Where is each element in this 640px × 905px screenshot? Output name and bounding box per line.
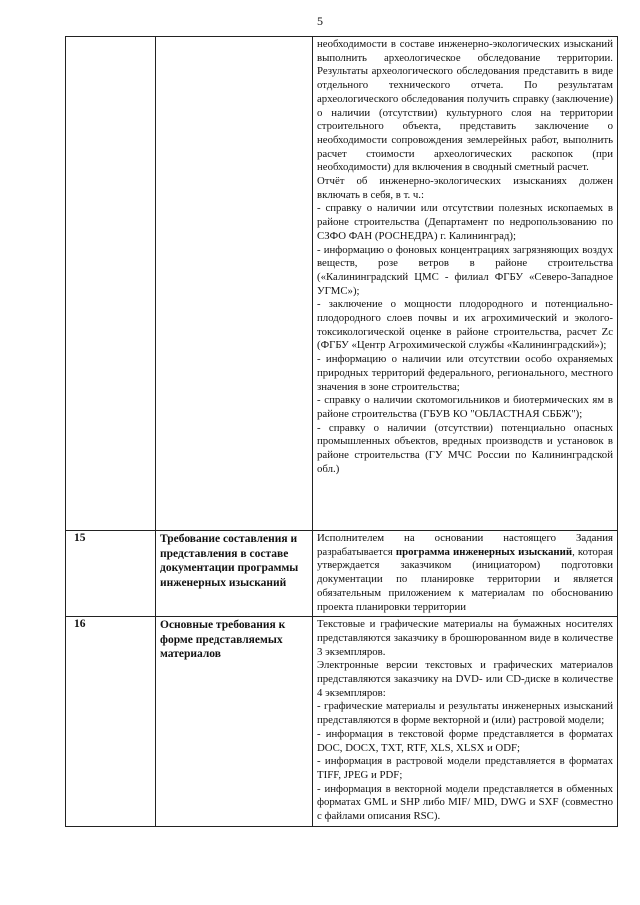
row-number: 15 xyxy=(66,531,156,617)
page-number: 5 xyxy=(317,14,323,28)
list-item: - справку о наличии (отсутствии) потенциально опасных промышленных объектов, вредных производств и установок в районе строительства (ГУ МЧС России по Калининградской обл.) xyxy=(317,421,613,475)
number-cell xyxy=(66,37,156,531)
list-item: - информация в текстовой форме представляется в форматах DOC, DOCX, TXT, RTF, XLS, XLSX и ODF; xyxy=(317,727,613,754)
paragraph: необходимости в составе инженерно-экологических изысканий выполнить археологическое обследование территории. Результаты археологического обследования представить в виде отдельного технического отчета. По результатам археологического обследования получить справку (заключение) о наличии (отсутствии) культурного слоя на территории строительного объекта, представить заключение о необходимости сопровождения землерейных работ, выполнить расчет стоимости археологических раскопок (при необходимости) для включения в сводный сметный расчет. xyxy=(317,38,613,174)
table-row xyxy=(66,617,618,827)
bold-phrase: программа инженерных изысканий xyxy=(395,545,573,558)
row-number: 16 xyxy=(66,617,156,827)
table-row xyxy=(66,37,618,531)
list-item: - информация в векторной модели представляется в обменных форматах GML и SHP либо MIF/ MID, DWG и SXF (совместно с файлами описания RSC). xyxy=(317,782,613,823)
requirement-title: Основные требования к форме представляемых материалов xyxy=(156,617,313,827)
list-item: - графические материалы и результаты инженерных изысканий представляются в форме векторной и (или) растровой модели; xyxy=(317,700,613,727)
list-item: - заключение о мощности плодородного и потенциально-плодородного слоев почвы и их агрохимический и эколого-токсикологической оценке в районе строительства, расчет Zc (ФГБУ «Центр Агрохимической службы «Калининградский»); xyxy=(317,298,613,352)
content-cell xyxy=(313,617,618,827)
table-row xyxy=(66,531,618,617)
paragraph: Текстовые и графические материалы на бумажных носителях представляются заказчику в брошюрованном виде в количестве 3 экземпляров. xyxy=(317,618,613,658)
list-item: - справку о наличии или отсутствии полезных ископаемых в районе строительства (Департамент по недропользованию по СЗФО ФАН (РОСНЕДРА) г. Калининград); xyxy=(317,202,613,242)
list-item: - информацию о наличии или отсутствии особо охраняемых природных территорий федерального, регионального, местного значения в зоне строительства; xyxy=(317,353,613,393)
list-item: - информация в растровой модели представляется в форматах TIFF, JPEG и PDF; xyxy=(317,755,613,781)
content-cell xyxy=(313,37,618,531)
content-cell xyxy=(313,531,618,617)
paragraph: Электронные версии текстовых и графических материалов представляются заказчику на DVD- или CD-диске в количестве 4 экземпляров: xyxy=(317,659,613,699)
requirements-table xyxy=(65,36,618,827)
requirement-title: Требование составления и представления в составе документации программы инженерных изысканий xyxy=(156,531,313,617)
paragraph: Исполнителем на основании настоящего Задания разрабатывается программа инженерных изысканий, которая утверждается заказчиком (инициатором) подготовки документации по планировке территории и является обязательным приложением к материалам по обоснованию проекта планировки территории xyxy=(317,532,613,613)
list-item: - справку о наличии скотомогильников и биотермических ям в районе строительства (ГБУВ КО "ОБЛАСТНАЯ СББЖ"); xyxy=(317,394,613,420)
paragraph: Отчёт об инженерно-экологических изысканиях должен включать в себя, в т. ч.: xyxy=(317,175,613,201)
list-item: - информацию о фоновых концентрациях загрязняющих воздух веществ, розе ветров в районе строительства («Калининградский ЦМС - филиал ФГБУ «Северо-Западное УГМС»); xyxy=(317,243,613,297)
requirement-cell xyxy=(156,37,313,531)
